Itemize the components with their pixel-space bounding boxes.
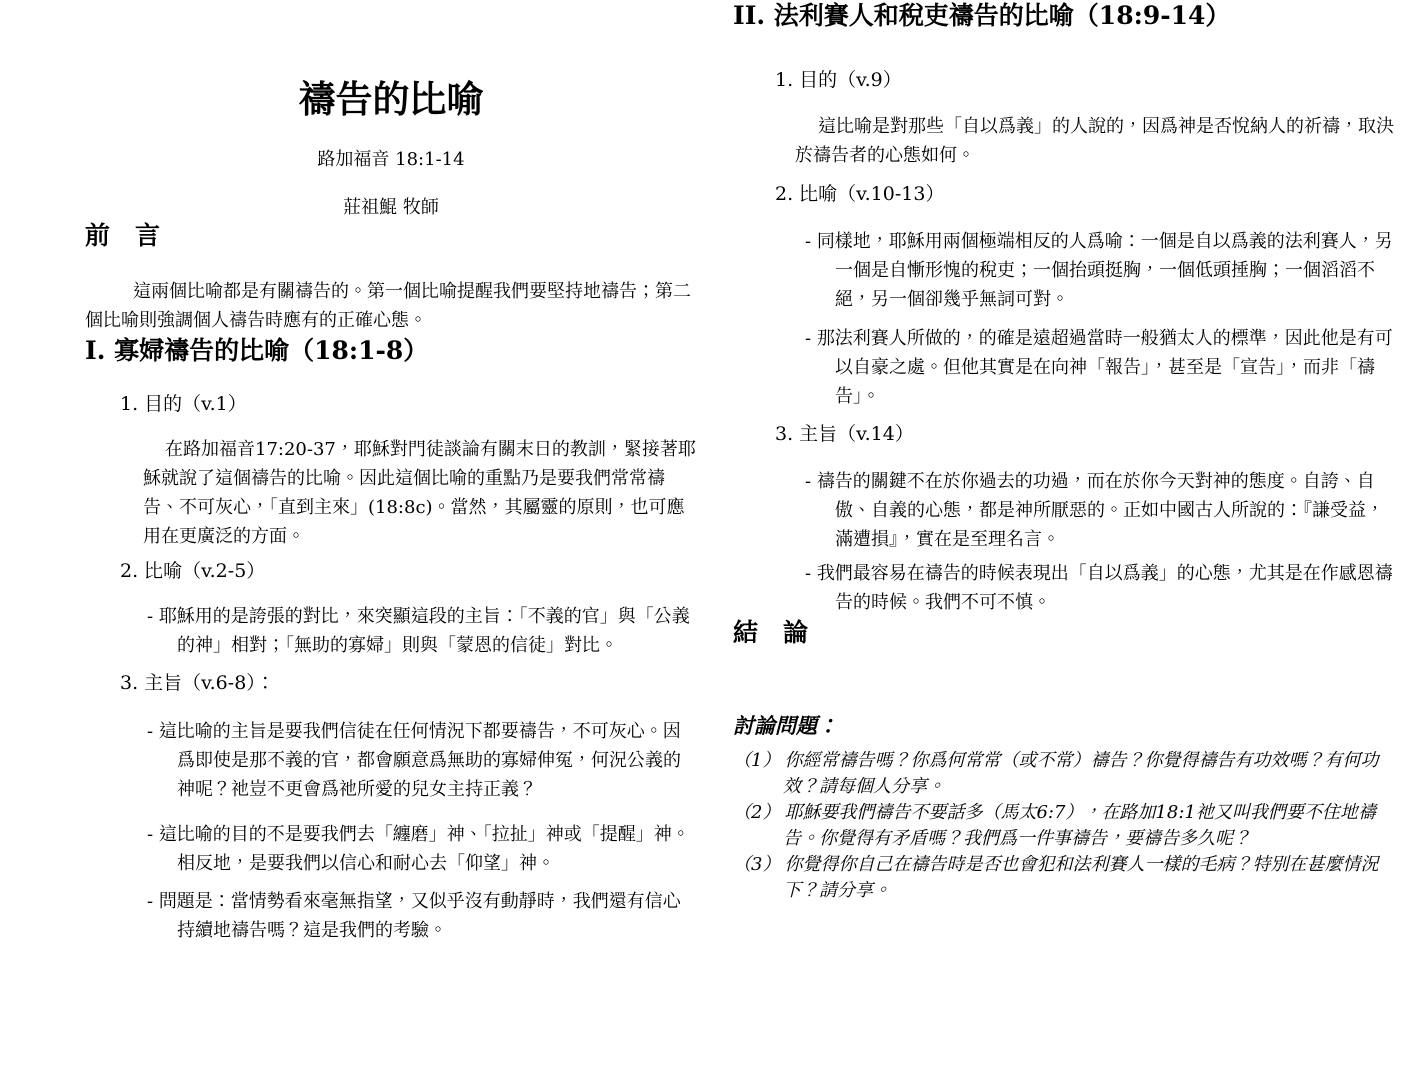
question-1-number: （1） [733, 750, 781, 771]
question-3-number: （3） [733, 854, 781, 875]
section1-item2-bullet-1: - 耶穌用的是誇張的對比，來突顯這段的主旨：「不義的官」與「公義的神」相對；「無助的寡婦」則與「蒙恩的信徒」對比。 [147, 602, 697, 660]
section2-item1-label: 1. 目的（v.9） [775, 69, 902, 91]
discussion-question-3 [733, 852, 1398, 904]
section1-item3-bullet-2: - 這比喻的目的不是要我們去「纏磨」神、「拉扯」神或「提醒」神。相反地，是要我們以信心和耐心去「仰望」神。 [147, 820, 697, 878]
preface-paragraph: 這兩個比喻都是有關禱告的。第一個比喻提醒我們要堅持地禱告；第二個比喻則強調個人禱告時應有的正確心態。 [85, 281, 691, 331]
question-3-text: 你覺得你自己在禱告時是否也會犯和法利賽人一樣的毛病？特別在甚麼情況下？請分享。 [783, 854, 1379, 901]
preface-heading: 前 言 [85, 221, 161, 250]
author-name: 莊祖鯤 牧師 [343, 197, 439, 218]
doc-title: 禱告的比喻 [298, 77, 484, 121]
section2-heading: II. 法利賽人和稅吏禱告的比喻（18:9-14） [733, 1, 1231, 30]
discussion-question-2 [733, 800, 1398, 852]
section2-item3-bullet-2: - 我們最容易在禱告的時候表現出「自以爲義」的心態，尤其是在作感恩禱告的時候。我們不可不慎。 [805, 559, 1398, 617]
conclusion-heading: 結 論 [733, 618, 809, 647]
question-2-text: 耶穌要我們禱告不要話多（馬太6:7），在路加18:1祂又叫我們要不住地禱告。你覺得有矛盾嗎？我們爲一件事禱告，要禱告多久呢？ [783, 802, 1376, 849]
section2-item3-bullet-1: - 禱告的關鍵不在於你過去的功過，而在於你今天對神的態度。自誇、自傲、自義的心態，都是神所厭惡的。正如中國古人所說的：『謙受益，滿遭損』，實在是至理名言。 [805, 467, 1398, 554]
section1-item3-bullet-3: - 問題是：當情勢看來毫無指望，又似乎沒有動靜時，我們還有信心持續地禱告嗎？這是我們的考驗。 [147, 887, 697, 945]
section2-item2-bullet-2: - 那法利賽人所做的，的確是遠超過當時一般猶太人的標準，因此他是有可以自豪之處。但他其實是在向神「報告」，甚至是「宣告」，而非「禱告」。 [805, 324, 1398, 411]
section1-item3-label: 3. 主旨（v.6-8）： [120, 672, 275, 694]
section2-item1-paragraph: 這比喻是對那些「自以爲義」的人說的，因爲神是否悅納人的祈禱，取決於禱告者的心態如何。 [795, 116, 1394, 166]
section1-item2-label: 2. 比喻（v.2-5） [120, 560, 266, 582]
section1-heading: I. 寡婦禱告的比喻（18:1-8） [85, 336, 429, 365]
section2-item2-label: 2. 比喻（v.10-13） [775, 183, 945, 205]
scripture-reference: 路加福音 18:1-14 [317, 149, 465, 170]
question-1-text: 你經常禱告嗎？你爲何常常（或不常）禱告？你覺得禱告有功效嗎？有何功效？請每個人分享。 [783, 750, 1379, 797]
section2-item2-bullet-1: - 同樣地，耶穌用兩個極端相反的人爲喻：一個是自以爲義的法利賽人，另一個是自慚形愧的稅吏；一個抬頭挺胸，一個低頭捶胸；一個滔滔不絕，另一個卻幾乎無詞可對。 [805, 227, 1398, 314]
section2-item3-label: 3. 主旨（v.14） [775, 423, 914, 445]
discussion-heading: 討論問題： [733, 713, 838, 738]
right-column [733, 0, 1398, 904]
section1-item1-paragraph: 在路加福音17:20-37，耶穌對門徒談論有關末日的教訓，緊接著耶穌就說了這個禱告的比喻。因此這個比喻的重點乃是要我們常常禱告、不可灰心，「直到主來」(18:8c)。當然，其屬靈的原則，也可應用在更廣泛的方面。 [143, 439, 696, 547]
left-column [85, 0, 697, 945]
discussion-question-1 [733, 748, 1398, 800]
discussion-questions [733, 748, 1398, 904]
section1-item1-label: 1. 目的（v.1） [120, 393, 247, 415]
section1-item3-bullet-1: - 這比喻的主旨是要我們信徒在任何情況下都要禱告，不可灰心。因爲即使是那不義的官，都會願意爲無助的寡婦伸冤，何況公義的神呢？祂豈不更會爲祂所愛的兒女主持正義？ [147, 717, 697, 804]
question-2-number: （2） [733, 802, 781, 823]
